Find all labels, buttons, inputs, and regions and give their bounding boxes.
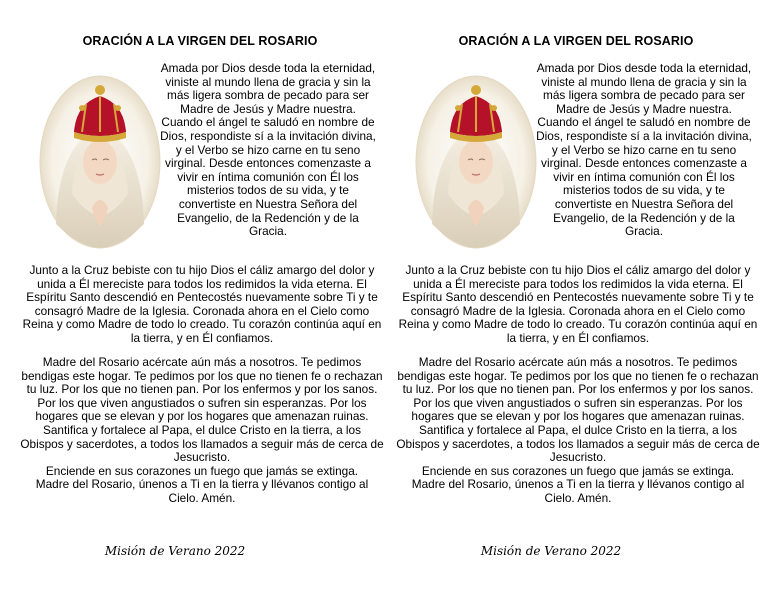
prayer-paragraph-3d: Madre del Rosario, únenos a Ti en la tierra y llévanos contigo al Cielo. Amén.	[411, 477, 745, 505]
virgin-portrait-image	[414, 74, 538, 250]
footer-text: Misión de Verano 2022	[104, 544, 246, 558]
prayer-title: ORACIÓN A LA VIRGEN DEL ROSARIO	[82, 34, 318, 48]
prayer-paragraph-3d: Madre del Rosario, únenos a Ti en la tierra y llévanos contigo al Cielo. Amén.	[35, 477, 369, 505]
footer-text: Misión de Verano 2022	[480, 544, 622, 558]
prayer-paragraph-3	[20, 356, 384, 506]
prayer-paragraph-3c: Enciende en sus corazones un fuego que jamás se extinga.	[421, 463, 735, 478]
prayer-paragraph-3b: Santifica y fortalece al Papa, el dulce Cristo en la tierra, a los Obispos y sacerdotes, a todos los llamados a seguir más de cerca de Jesucristo.	[396, 422, 760, 465]
prayer-paragraph-3b: Santifica y fortalece al Papa, el dulce Cristo en la tierra, a los Obispos y sacerdotes, a todos los llamados a seguir más de cerca de Jesucristo.	[20, 422, 384, 465]
prayer-paragraph-3a: Madre del Rosario acércate aún más a nosotros. Te pedimos bendigas este hogar. Te pedimos por los que no tienen fe o rechazan tu luz. Por los que no tienen pan. Por los enfermos y por los sanos. Por los que viven angustiados o sufren sin esperanzas. Por los hogares que se elevan y por los hogares que amenazan ruinas.	[397, 355, 759, 424]
prayer-card-right	[376, 0, 760, 594]
prayer-paragraph-2: Junto a la Cruz bebiste con tu hijo Dios el cáliz amargo del dolor y unida a Él mereciste para todos los redimidos la vida eterna. El Espíritu Santo descendió en Pentecostés nuevamente sobre Ti y te consagró Madre de la Iglesia. Coronada ahora en el Cielo como Reina y como Madre de todo lo creado. Tu corazón continúa aquí en la tierra, y en Él confiamos.	[22, 263, 382, 345]
prayer-paragraph-3a: Madre del Rosario acércate aún más a nosotros. Te pedimos bendigas este hogar. Te pedimos por los que no tienen fe o rechazan tu luz. Por los que no tienen pan. Por los enfermos y por los sanos. Por los que viven angustiados o sufren sin esperanzas. Por los hogares que se elevan y por los hogares que amenazan ruinas.	[21, 355, 383, 424]
prayer-paragraph-2: Junto a la Cruz bebiste con tu hijo Dios el cáliz amargo del dolor y unida a Él mereciste para todos los redimidos la vida eterna. El Espíritu Santo descendió en Pentecostés nuevamente sobre Ti y te consagró Madre de la Iglesia. Coronada ahora en el Cielo como Reina y como Madre de todo lo creado. Tu corazón continúa aquí en la tierra, y en Él confiamos.	[398, 263, 758, 345]
prayer-paragraph-3	[396, 356, 760, 506]
prayer-paragraph-3c: Enciende en sus corazones un fuego que jamás se extinga.	[45, 463, 359, 478]
prayer-title: ORACIÓN A LA VIRGEN DEL ROSARIO	[458, 34, 694, 48]
virgin-portrait-image	[38, 74, 162, 250]
prayer-paragraph-1: Amada por Dios desde toda la eternidad, viniste al mundo llena de gracia y sin la más ligera sombra de pecado para ser Madre de Jesús y Madre nuestra. Cuando el ángel te saludó en nombre de Dios, respondiste sí a la invitación divina, y el Verbo se hizo carne en tu seno virginal. Desde entonces comenzaste a vivir en íntima comunión con Él los misterios todos de su vida, y te convertiste en Nuestra Señora del Evangelio, de la Redención y de la Gracia.	[536, 61, 752, 239]
prayer-paragraph-1: Amada por Dios desde toda la eternidad, viniste al mundo llena de gracia y sin la más ligera sombra de pecado para ser Madre de Jesús y Madre nuestra. Cuando el ángel te saludó en nombre de Dios, respondiste sí a la invitación divina, y el Verbo se hizo carne en tu seno virginal. Desde entonces comenzaste a vivir en íntima comunión con Él los misterios todos de su vida, y te convertiste en Nuestra Señora del Evangelio, de la Redención y de la Gracia.	[160, 61, 376, 239]
